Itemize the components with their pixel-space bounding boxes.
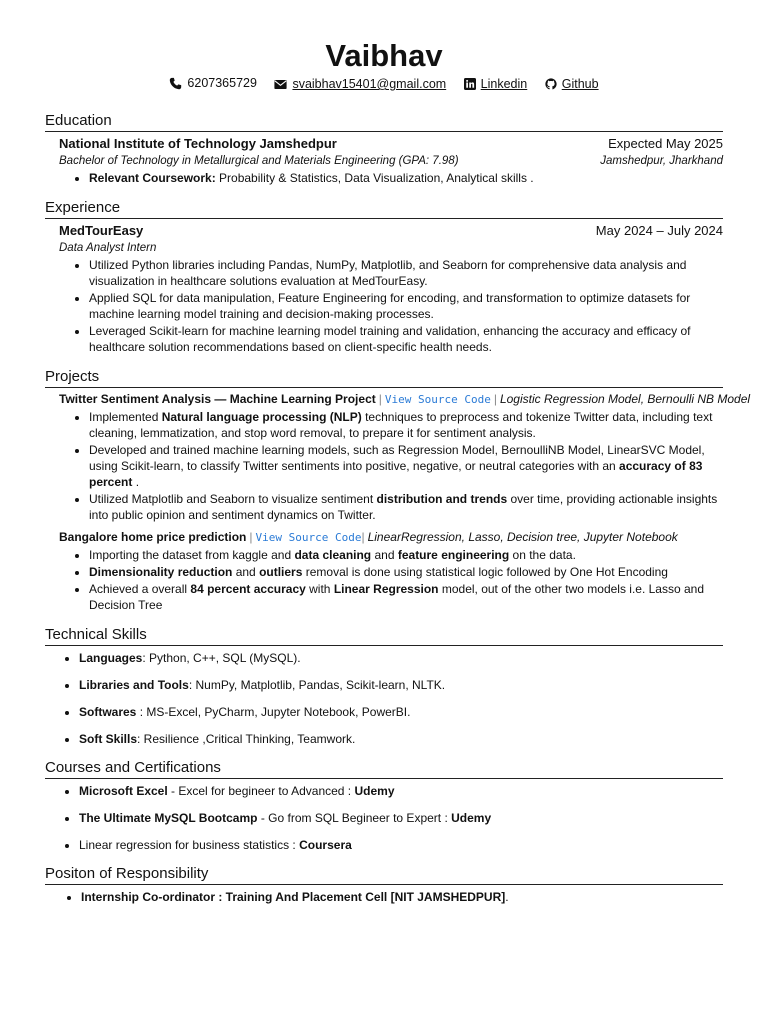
list-item: • Importing the dataset from kaggle and data cleaning and feature engineering on the data. — [89, 547, 723, 563]
project-bullets — [59, 409, 723, 523]
linkedin-icon — [464, 78, 476, 90]
project-tech: Logistic Regression Model, Bernoulli NB Model — [499, 392, 751, 406]
linkedin-link[interactable]: Linkedin — [480, 76, 528, 91]
github-link[interactable]: Github — [561, 76, 599, 91]
project-bullets — [59, 547, 723, 613]
list-item: • Achieved a overall 84 percent accuracy with Linear Regression model, out of the other two models i.e. Lasso and Decision Tree — [89, 581, 723, 613]
list-item: • Microsoft Excel - Excel for begineer to Advanced : Udemy — [79, 783, 723, 799]
list-item: • Leveraged Scikit-learn for machine learning model training and validation, enhancing the accuracy and efficacy of healthcare solution recommendations based on client-specific health needs. — [89, 323, 723, 355]
list-item: • Linear regression for business statistics : Coursera — [79, 837, 723, 853]
section-title-education: Education — [45, 111, 723, 132]
projects-section — [45, 367, 751, 613]
list-item: • Implemented Natural language processing (NLP) techniques to preprocess and tokenize Twitter data, including text cleaning, lemmatization, and stop word removal, to prepare it for sentiment analysis. — [89, 409, 723, 441]
list-item: • The Ultimate MySQL Bootcamp - Go from SQL Begineer to Expert : Udemy — [79, 810, 723, 826]
education-bullets — [59, 170, 723, 186]
education-location: Jamshedpur, Jharkhand — [600, 155, 723, 167]
github-icon — [545, 78, 557, 90]
coursework-label: Relevant Coursework: — [89, 171, 216, 185]
project-name: Twitter Sentiment Analysis — Machine Learning Project — [59, 392, 376, 406]
company-name: MedTourEasy — [59, 223, 144, 238]
email-item[interactable] — [274, 76, 446, 93]
list-item: • Utilized Python libraries including Pandas, NumPy, Matplotlib, and Seaborn for comprehensive data analysis and visualization in healthcare solutions evaluation at MedTourEasy. — [89, 257, 723, 289]
education-entry — [45, 135, 723, 186]
skills-list — [45, 650, 723, 747]
phone-number: 6207365729 — [187, 76, 257, 90]
project-name: Bangalore home price prediction — [59, 530, 247, 544]
coursework-text: Probability & Statistics, Data Visualization, Analytical skills . — [215, 171, 534, 185]
courses-section — [45, 758, 723, 853]
list-item — [89, 170, 723, 186]
experience-bullets — [59, 257, 723, 355]
experience-date: May 2024 – July 2024 — [595, 223, 723, 238]
project-tech: LinearRegression, Lasso, Decision tree, Jupyter Notebook — [367, 530, 678, 544]
resume-page — [45, 38, 751, 906]
section-title-responsibility: Positon of Responsibility — [45, 864, 723, 885]
education-section — [45, 111, 723, 186]
envelope-icon — [274, 79, 287, 90]
list-item: • Languages: Python, C++, SQL (MySQL). — [79, 650, 723, 666]
section-title-experience: Experience — [45, 198, 723, 219]
responsibility-list — [45, 889, 723, 905]
degree: Bachelor of Technology in Metallurgical and Materials Engineering (GPA: 7.98) — [59, 155, 459, 167]
section-title-skills: Technical Skills — [45, 625, 723, 646]
list-item: • Internship Co-ordinator : Training And Placement Cell [NIT JAMSHEDPUR]. — [81, 889, 723, 905]
responsibility-section — [45, 864, 723, 905]
candidate-name: Vaibhav — [325, 38, 443, 73]
list-item: • Dimensionality reduction and outliers removal is done using statistical logic followed by One Hot Encoding — [89, 564, 723, 580]
list-item: • Applied SQL for data manipulation, Feature Engineering for encoding, and transformation to optimize datasets for machine learning model training and decision-making processes. — [89, 290, 723, 322]
experience-section — [45, 198, 723, 355]
section-title-projects: Projects — [45, 367, 723, 388]
education-date: Expected May 2025 — [608, 136, 723, 151]
experience-entry — [45, 222, 723, 355]
school-name: National Institute of Technology Jamshedpur — [59, 136, 337, 151]
list-item: • Developed and trained machine learning models, such as Regression Model, BernoulliNB Model, LinearSVC Model, using Scikit-learn, to classify Twitter sentiments into positive, negative, or neutral categories with an accuracy of 83 percent . — [89, 442, 723, 490]
list-item: • Libraries and Tools: NumPy, Matplotlib, Pandas, Scikit-learn, NLTK. — [79, 677, 723, 693]
view-source-link[interactable]: View Source Code — [255, 531, 362, 544]
section-title-courses: Courses and Certifications — [45, 758, 723, 779]
contact-bar — [45, 75, 723, 95]
courses-list — [45, 783, 723, 853]
email-link[interactable]: svaibhav15401@gmail.com — [292, 77, 447, 91]
view-source-link[interactable]: View Source Code — [384, 393, 491, 406]
job-role: Data Analyst Intern — [59, 242, 157, 254]
linkedin-item[interactable] — [464, 76, 528, 93]
list-item: • Utilized Matplotlib and Seaborn to visualize sentiment distribution and trends over time, providing actionable insights into public opinion and sentiment dynamics on Twitter. — [89, 491, 723, 523]
list-item: • Soft Skills: Resilience ,Critical Thinking, Teamwork. — [79, 731, 723, 747]
project-bangalore: Bangalore home price prediction | View Source Code| LinearRegression, Lasso, Decision tree, Jupyter Notebook • Importing the dataset from kaggle and data cleaning and feature engineering on the data. • Dimensionality reduction and outliers removal is done using statistical logic followed by One Hot Encoding • Achieved a overall 84 percent accuracy with Linear Regression model, out of the other two models i.e. Lasso and Decision Tree — [45, 529, 723, 613]
skills-section — [45, 625, 723, 747]
github-item[interactable] — [545, 76, 599, 93]
phone-item[interactable] — [169, 75, 257, 92]
project-twitter: Twitter Sentiment Analysis — Machine Learning Project | View Source Code | Logistic Regression Model, Bernoulli NB Model • Implemented Natural language processing (NLP) techniques to preprocess and tokenize Twitter data, including text cleaning, lemmatization, and stop word removal, to prepare it for sentiment analysis. • Developed and trained machine learning models, such as Regression Model, BernoulliNB Model, LinearSVC Model, using Scikit-learn, to classify Twitter sentiments into positive, negative, or neutral categories with an accuracy of 83 percent . • Utilized Matplotlib and Seaborn to visualize sentiment distribution and trends over time, providing actionable insights into public opinion and sentiment dynamics on Twitter. — [45, 391, 723, 523]
list-item: • Softwares : MS-Excel, PyCharm, Jupyter Notebook, PowerBI. — [79, 704, 723, 720]
phone-icon — [169, 77, 182, 90]
